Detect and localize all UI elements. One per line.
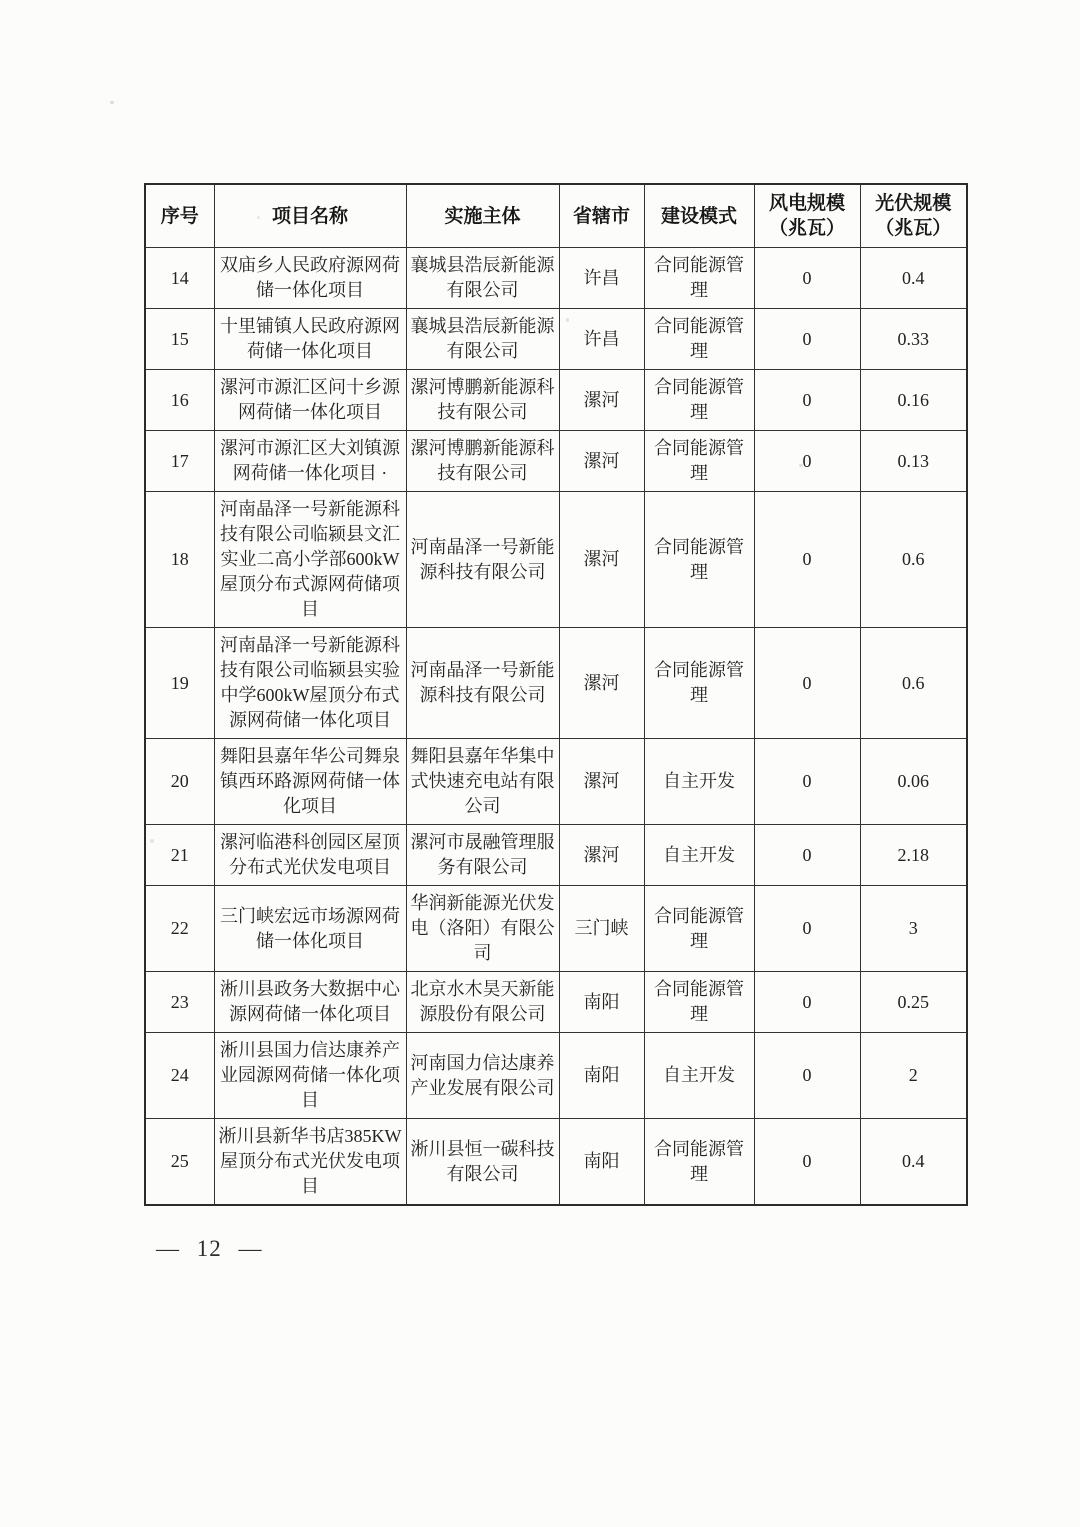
cell-pv: 2 xyxy=(860,1033,967,1119)
column-header-sublabel: （兆瓦） xyxy=(875,218,952,239)
cell-name: 漯河市源汇区大刘镇源网荷储一体化项目 · xyxy=(214,431,406,492)
cell-mode: 合同能源管理 xyxy=(644,972,754,1033)
cell-no: 21 xyxy=(145,825,214,886)
cell-name: 河南晶泽一号新能源科技有限公司临颍县文汇实业二高小学部600kW屋顶分布式源网荷储项目 xyxy=(214,492,406,628)
table-row xyxy=(145,825,967,886)
cell-no: 23 xyxy=(145,972,214,1033)
cell-city: 三门峡 xyxy=(559,886,644,972)
table-row xyxy=(145,492,967,628)
cell-entity: 北京水木昊天新能源股份有限公司 xyxy=(406,972,559,1033)
cell-pv: 0.25 xyxy=(860,972,967,1033)
cell-entity: 河南国力信达康养产业发展有限公司 xyxy=(406,1033,559,1119)
column-header-label: 建设模式 xyxy=(660,205,737,227)
cell-mode: 合同能源管理 xyxy=(644,492,754,628)
table-header-row xyxy=(145,184,967,248)
cell-pv: 0.16 xyxy=(860,370,967,431)
cell-city: 许昌 xyxy=(559,309,644,370)
column-header-label: 序号 xyxy=(160,205,199,227)
cell-no: 20 xyxy=(145,739,214,825)
column-header-pv xyxy=(860,184,967,248)
cell-mode: 自主开发 xyxy=(644,825,754,886)
scan-speck xyxy=(110,101,114,104)
cell-mode: 合同能源管理 xyxy=(644,1119,754,1206)
table-row xyxy=(145,972,967,1033)
cell-no: 22 xyxy=(145,886,214,972)
cell-no: 16 xyxy=(145,370,214,431)
cell-name: 漯河临港科创园区屋顶分布式光伏发电项目 xyxy=(214,825,406,886)
cell-pv: 0.4 xyxy=(860,248,967,309)
cell-wind: 0 xyxy=(754,248,860,309)
column-header-label: 实施主体 xyxy=(444,205,521,227)
cell-pv: 0.13 xyxy=(860,431,967,492)
cell-wind: 0 xyxy=(754,628,860,739)
column-header-sublabel: （兆瓦） xyxy=(768,218,845,239)
cell-city: 南阳 xyxy=(559,972,644,1033)
cell-entity: 漯河市晟融管理服务有限公司 xyxy=(406,825,559,886)
column-header-label: 光伏规模 xyxy=(875,193,952,214)
cell-no: 14 xyxy=(145,248,214,309)
cell-entity: 华润新能源光伏发电（洛阳）有限公司 xyxy=(406,886,559,972)
cell-city: 许昌 xyxy=(559,248,644,309)
cell-entity: 漯河博鹏新能源科技有限公司 xyxy=(406,370,559,431)
cell-wind: 0 xyxy=(754,492,860,628)
cell-entity: 襄城县浩辰新能源有限公司 xyxy=(406,248,559,309)
cell-pv: 0.33 xyxy=(860,309,967,370)
cell-wind: 0 xyxy=(754,309,860,370)
cell-city: 南阳 xyxy=(559,1119,644,1206)
column-header-mode xyxy=(644,184,754,248)
cell-pv: 0.6 xyxy=(860,492,967,628)
table-row xyxy=(145,431,967,492)
table-row xyxy=(145,248,967,309)
cell-name: 十里铺镇人民政府源网荷储一体化项目 xyxy=(214,309,406,370)
cell-wind: 0 xyxy=(754,739,860,825)
table-row xyxy=(145,739,967,825)
cell-mode: 合同能源管理 xyxy=(644,431,754,492)
column-header-name xyxy=(214,184,406,248)
cell-pv: 2.18 xyxy=(860,825,967,886)
cell-city: 南阳 xyxy=(559,1033,644,1119)
page-number: — 12 — xyxy=(156,1236,263,1261)
cell-entity: 河南晶泽一号新能源科技有限公司 xyxy=(406,628,559,739)
cell-name: 双庙乡人民政府源网荷储一体化项目 xyxy=(214,248,406,309)
cell-mode: 合同能源管理 xyxy=(644,248,754,309)
cell-name: 淅川县国力信达康养产业园源网荷储一体化项目 xyxy=(214,1033,406,1119)
cell-no: 15 xyxy=(145,309,214,370)
cell-pv: 0.06 xyxy=(860,739,967,825)
page-content xyxy=(144,183,968,1262)
cell-wind: 0 xyxy=(754,972,860,1033)
table-row xyxy=(145,309,967,370)
table-row xyxy=(145,1119,967,1206)
cell-pv: 3 xyxy=(860,886,967,972)
cell-entity: 襄城县浩辰新能源有限公司 xyxy=(406,309,559,370)
cell-mode: 合同能源管理 xyxy=(644,628,754,739)
column-header-wind xyxy=(754,184,860,248)
cell-pv: 0.4 xyxy=(860,1119,967,1206)
cell-wind: 0 xyxy=(754,825,860,886)
table-row xyxy=(145,886,967,972)
cell-mode: 合同能源管理 xyxy=(644,309,754,370)
cell-name: 淅川县政务大数据中心源网荷储一体化项目 xyxy=(214,972,406,1033)
cell-name: 漯河市源汇区问十乡源网荷储一体化项目 xyxy=(214,370,406,431)
cell-no: 17 xyxy=(145,431,214,492)
cell-wind: 0 xyxy=(754,886,860,972)
cell-name: 淅川县新华书店385KW屋顶分布式光伏发电项目 xyxy=(214,1119,406,1206)
cell-wind: 0 xyxy=(754,1119,860,1206)
column-header-label: 风电规模 xyxy=(768,193,845,214)
cell-mode: 合同能源管理 xyxy=(644,886,754,972)
cell-no: 24 xyxy=(145,1033,214,1119)
column-header-label: 省辖市 xyxy=(572,205,630,227)
column-header-entity xyxy=(406,184,559,248)
cell-wind: 0 xyxy=(754,431,860,492)
cell-entity: 河南晶泽一号新能源科技有限公司 xyxy=(406,492,559,628)
cell-mode: 自主开发 xyxy=(644,1033,754,1119)
cell-no: 19 xyxy=(145,628,214,739)
cell-mode: 自主开发 xyxy=(644,739,754,825)
table-body xyxy=(145,248,967,1206)
cell-name: 三门峡宏远市场源网荷储一体化项目 xyxy=(214,886,406,972)
column-header-no xyxy=(145,184,214,248)
column-header-city xyxy=(559,184,644,248)
cell-city: 漯河 xyxy=(559,492,644,628)
cell-no: 18 xyxy=(145,492,214,628)
table-row xyxy=(145,370,967,431)
cell-city: 漯河 xyxy=(559,431,644,492)
cell-city: 漯河 xyxy=(559,628,644,739)
cell-name: 河南晶泽一号新能源科技有限公司临颍县实验中学600kW屋顶分布式源网荷储一体化项目 xyxy=(214,628,406,739)
projects-table xyxy=(144,183,968,1206)
table-row xyxy=(145,1033,967,1119)
cell-wind: 0 xyxy=(754,1033,860,1119)
cell-no: 25 xyxy=(145,1119,214,1206)
cell-mode: 合同能源管理 xyxy=(644,370,754,431)
cell-city: 漯河 xyxy=(559,370,644,431)
table-row xyxy=(145,628,967,739)
cell-wind: 0 xyxy=(754,370,860,431)
cell-entity: 漯河博鹏新能源科技有限公司 xyxy=(406,431,559,492)
cell-city: 漯河 xyxy=(559,825,644,886)
cell-name: 舞阳县嘉年华公司舞泉镇西环路源网荷储一体化项目 xyxy=(214,739,406,825)
cell-pv: 0.6 xyxy=(860,628,967,739)
column-header-label: 项目名称 xyxy=(271,205,348,227)
cell-city: 漯河 xyxy=(559,739,644,825)
cell-entity: 舞阳县嘉年华集中式快速充电站有限公司 xyxy=(406,739,559,825)
cell-entity: 淅川县恒一碳科技有限公司 xyxy=(406,1119,559,1206)
